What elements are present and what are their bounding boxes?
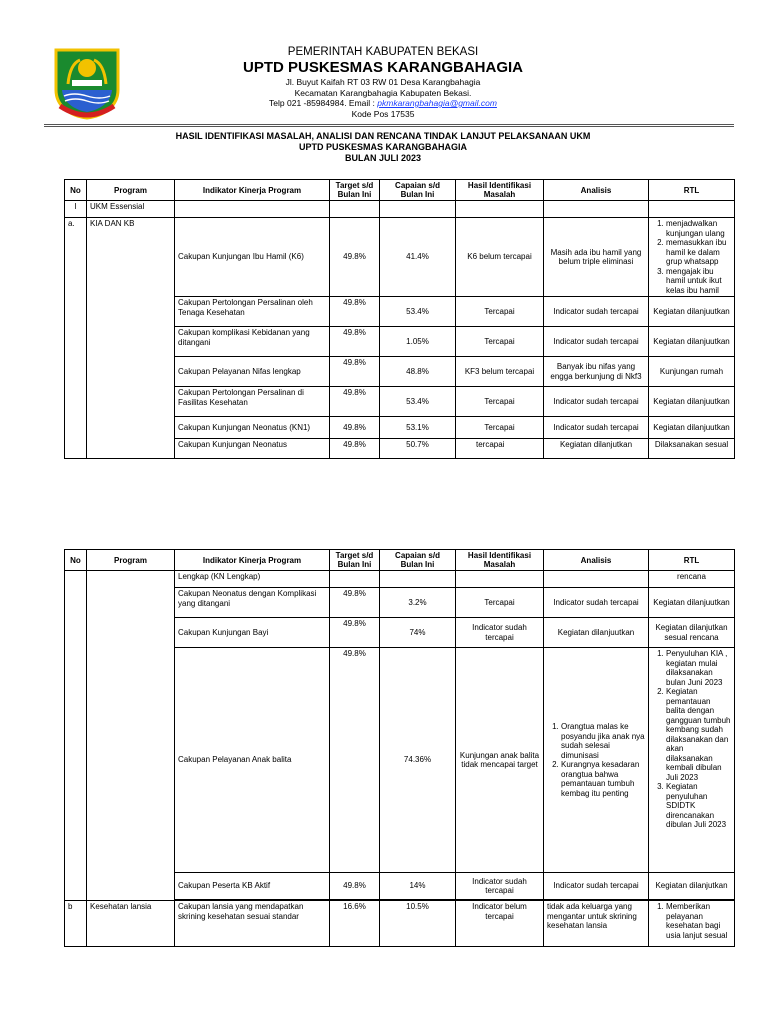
indikator-cell: Cakupan Pertolongan Persalinan oleh Tenaga Kesehatan	[175, 297, 330, 327]
indikator-cell: Lengkap (KN Lengkap)	[175, 571, 330, 588]
letterhead	[200, 46, 566, 119]
analisis-item: 2. Kurangnya kesadaran orangtua bahwa pemantauan tumbuh kembag itu penting	[561, 760, 645, 798]
letterhead-divider-2	[44, 126, 734, 127]
capaian-cell: 1.05%	[380, 327, 456, 357]
rtl-cell: Kunjungan rumah	[649, 357, 735, 387]
analisis-cell: Indicator sudah tercapai	[544, 327, 649, 357]
hasil-cell: Tercapai	[456, 387, 544, 417]
table-row	[65, 901, 735, 947]
target-cell: 49.8%	[330, 648, 380, 873]
analisis-cell	[544, 648, 649, 873]
indikator-cell: Cakupan Pelayanan Nifas lengkap	[175, 357, 330, 387]
analisis-list	[547, 722, 645, 798]
header-no: No	[65, 550, 87, 571]
hasil-cell: tercapai	[456, 439, 544, 459]
government-name: PEMERINTAH KABUPATEN BEKASI	[287, 46, 479, 58]
hasil-cell: Tercapai	[456, 588, 544, 618]
analisis-cell: Indicator sudah tercapai	[544, 297, 649, 327]
rtl-cell: Kegiatan dilanjutkan	[649, 873, 735, 900]
header-rtl: RTL	[649, 550, 735, 571]
contact-line	[200, 98, 566, 109]
section-label: UKM Essensial	[87, 201, 175, 218]
rtl-cell: Dilaksanakan sesual	[649, 439, 735, 459]
table-header-row	[65, 550, 735, 571]
section-row	[65, 201, 735, 218]
target-cell: 49.8%	[330, 618, 380, 648]
target-cell: 49.8%	[330, 439, 380, 459]
indikator-cell: Cakupan Neonatus dengan Komplikasi yang ditangani	[175, 588, 330, 618]
section-no: I	[65, 201, 87, 218]
rtl-cell: Kegiatan dilanjutkan sesual rencana	[649, 618, 735, 648]
address-line-1: Jl. Buyut Kaifah RT 03 RW 01 Desa Karangbahagia	[285, 77, 481, 87]
rtl-cell: Kegiatan dilanjuutkan	[649, 387, 735, 417]
header-analisis: Analisis	[544, 180, 649, 201]
analisis-cell: Indicator sudah tercapai	[544, 387, 649, 417]
rtl-cell: Kegiatan dilanjuutkan	[649, 297, 735, 327]
address-line-2: Kecamatan Karangbahagia Kabupaten Bekasi.	[294, 87, 472, 98]
indikator-cell: Cakupan lansia yang mendapatkan skrining kesehatan sesuai standar	[175, 901, 330, 947]
continuation-row	[65, 571, 735, 588]
target-cell: 49.8%	[330, 327, 380, 357]
indikator-cell: Cakupan Kunjungan Neonatus	[175, 439, 330, 459]
email-link[interactable]: pkmkarangbahagia@gmail.com	[377, 98, 497, 108]
group-no: b	[65, 901, 87, 947]
analisis-cell: tidak ada keluarga yang mengantar untuk skrining kesehatan lansia	[544, 901, 649, 947]
hasil-cell: Tercapai	[456, 417, 544, 439]
hasil-cell: Kunjungan anak balita tidak mencapai target	[456, 648, 544, 873]
target-cell: 49.8%	[330, 297, 380, 327]
indikator-cell: Cakupan Kunjungan Bayi	[175, 618, 330, 648]
capaian-cell: 74%	[380, 618, 456, 648]
analisis-cell: Kegiatan dilanjutkan	[544, 439, 649, 459]
header-rtl: RTL	[649, 180, 735, 201]
ukm-table-1	[64, 179, 735, 459]
analisis-cell: Masih ada ibu hamil yang belum triple eliminasi	[544, 218, 649, 297]
indikator-cell: Cakupan Pertolongan Persalinan di Fasilitas Kesehatan	[175, 387, 330, 417]
indikator-cell: Cakupan Kunjungan Neonatus (KN1)	[175, 417, 330, 439]
rtl-item: 3. mengajak ibu hamil untuk ikut kelas ibu hamil	[666, 267, 731, 296]
hasil-cell: Indicator sudah tercapai	[456, 618, 544, 648]
header-capaian: Capaian s/d Bulan Ini	[380, 550, 456, 571]
hasil-cell: Indicator belum tercapai	[456, 901, 544, 947]
group-no: a.	[65, 218, 87, 459]
capaian-cell: 14%	[380, 873, 456, 900]
analisis-item: 1. Orangtua malas ke posyandu jika anak nya sudah selesai dimunisasi	[561, 722, 645, 760]
capaian-cell: 53.1%	[380, 417, 456, 439]
ukm-table-2	[64, 549, 735, 947]
header-indikator: Indikator Kinerja Program	[175, 180, 330, 201]
postcode: Kode Pos 17535	[351, 108, 415, 119]
header-hasil: Hasil Identifikasi Masalah	[456, 550, 544, 571]
rtl-list	[652, 219, 731, 295]
capaian-cell: 74.36%	[380, 648, 456, 873]
phone-text: Telp 021 -85984984. Email :	[269, 98, 375, 108]
rtl-cell: rencana	[649, 571, 735, 588]
analisis-cell: Kegiatan dilanjuutkan	[544, 618, 649, 648]
indikator-cell: Cakupan Peserta KB Aktif	[175, 873, 330, 900]
title-line-3: BULAN JULI 2023	[344, 153, 422, 163]
target-cell: 49.8%	[330, 417, 380, 439]
title-line-2: UPTD PUSKESMAS KARANGBAHAGIA	[298, 142, 467, 152]
target-cell: 49.8%	[330, 873, 380, 900]
rtl-item: 1. Penyuluhan KIA , kegiatan mulai dilaksanakan bulan Juni 2023	[666, 649, 731, 687]
capaian-cell: 48.8%	[380, 357, 456, 387]
hasil-cell: Tercapai	[456, 297, 544, 327]
analisis-cell: Indicator sudah tercapai	[544, 417, 649, 439]
target-cell: 16.6%	[330, 901, 380, 947]
indikator-cell: Cakupan komplikasi Kebidanan yang ditangani	[175, 327, 330, 357]
header-indikator: Indikator Kinerja Program	[175, 550, 330, 571]
header-hasil: Hasil Identifikasi Masalah	[456, 180, 544, 201]
header-analisis: Analisis	[544, 550, 649, 571]
rtl-item: 1. menjadwalkan kunjungan ulang	[666, 219, 731, 238]
capaian-cell: 50.7%	[380, 439, 456, 459]
capaian-cell: 3.2%	[380, 588, 456, 618]
institution-name: UPTD PUSKESMAS KARANGBAHAGIA	[242, 59, 523, 76]
rtl-item: 3. Kegiatan penyuluhan SDIDTK direncanakan dibulan Juli 2023	[666, 782, 731, 830]
header-program: Program	[87, 550, 175, 571]
letterhead-divider	[44, 124, 734, 125]
table-row	[65, 218, 735, 297]
analisis-cell: Indicator sudah tercapai	[544, 873, 649, 900]
indikator-cell: Cakupan Kunjungan Ibu Hamil (K6)	[175, 218, 330, 297]
header-target: Target s/d Bulan Ini	[330, 550, 380, 571]
rtl-item: 1. Memberikan pelayanan kesehatan bagi usia lanjut sesual	[666, 902, 731, 940]
table-header-row	[65, 180, 735, 201]
rtl-list	[652, 649, 731, 830]
rtl-cell	[649, 901, 735, 947]
capaian-cell: 53.4%	[380, 297, 456, 327]
document-title	[100, 131, 666, 164]
analisis-cell: Banyak ibu nifas yang engga berkunjung di Nkf3	[544, 357, 649, 387]
title-line-1: HASIL IDENTIFIKASI MASALAH, ANALISI DAN RENCANA TINDAK LANJUT PELAKSANAAN UKM	[175, 131, 591, 141]
hasil-cell: K6 belum tercapai	[456, 218, 544, 297]
capaian-cell: 10.5%	[380, 901, 456, 947]
capaian-cell: 53.4%	[380, 387, 456, 417]
rtl-cell	[649, 218, 735, 297]
analisis-cell: Indicator sudah tercapai	[544, 588, 649, 618]
target-cell: 49.8%	[330, 588, 380, 618]
header-program: Program	[87, 180, 175, 201]
group-label: Kesehatan lansia	[87, 901, 175, 947]
hasil-cell: KF3 belum tercapai	[456, 357, 544, 387]
indikator-cell: Cakupan Pelayanan Anak balita	[175, 648, 330, 873]
header-no: No	[65, 180, 87, 201]
capaian-cell: 41.4%	[380, 218, 456, 297]
hasil-cell: Indicator sudah tercapai	[456, 873, 544, 900]
target-cell: 49.8%	[330, 357, 380, 387]
kabupaten-bekasi-logo	[50, 46, 124, 120]
rtl-item: 2. memasukkan ibu hamil ke dalam grup whatsapp	[666, 238, 731, 267]
rtl-cell: Kegiatan dilanjuutkan	[649, 417, 735, 439]
target-cell: 49.8%	[330, 387, 380, 417]
rtl-cell: Kegiatan dilanjuutkan	[649, 588, 735, 618]
rtl-list	[652, 902, 731, 940]
header-target: Target s/d Bulan Ini	[330, 180, 380, 201]
rtl-item: 2. Kegiatan pemantauan balita dengan gangguan tumbuh kembang sudah dilaksanakan dan akan dilaksanakan kembali dibulan Juli 2023	[666, 687, 731, 782]
rtl-cell: Kegiatan dilanjuutkan	[649, 327, 735, 357]
header-capaian: Capaian s/d Bulan Ini	[380, 180, 456, 201]
target-cell: 49.8%	[330, 218, 380, 297]
rtl-cell	[649, 648, 735, 873]
group-label: KIA DAN KB	[87, 218, 175, 459]
hasil-cell: Tercapai	[456, 327, 544, 357]
